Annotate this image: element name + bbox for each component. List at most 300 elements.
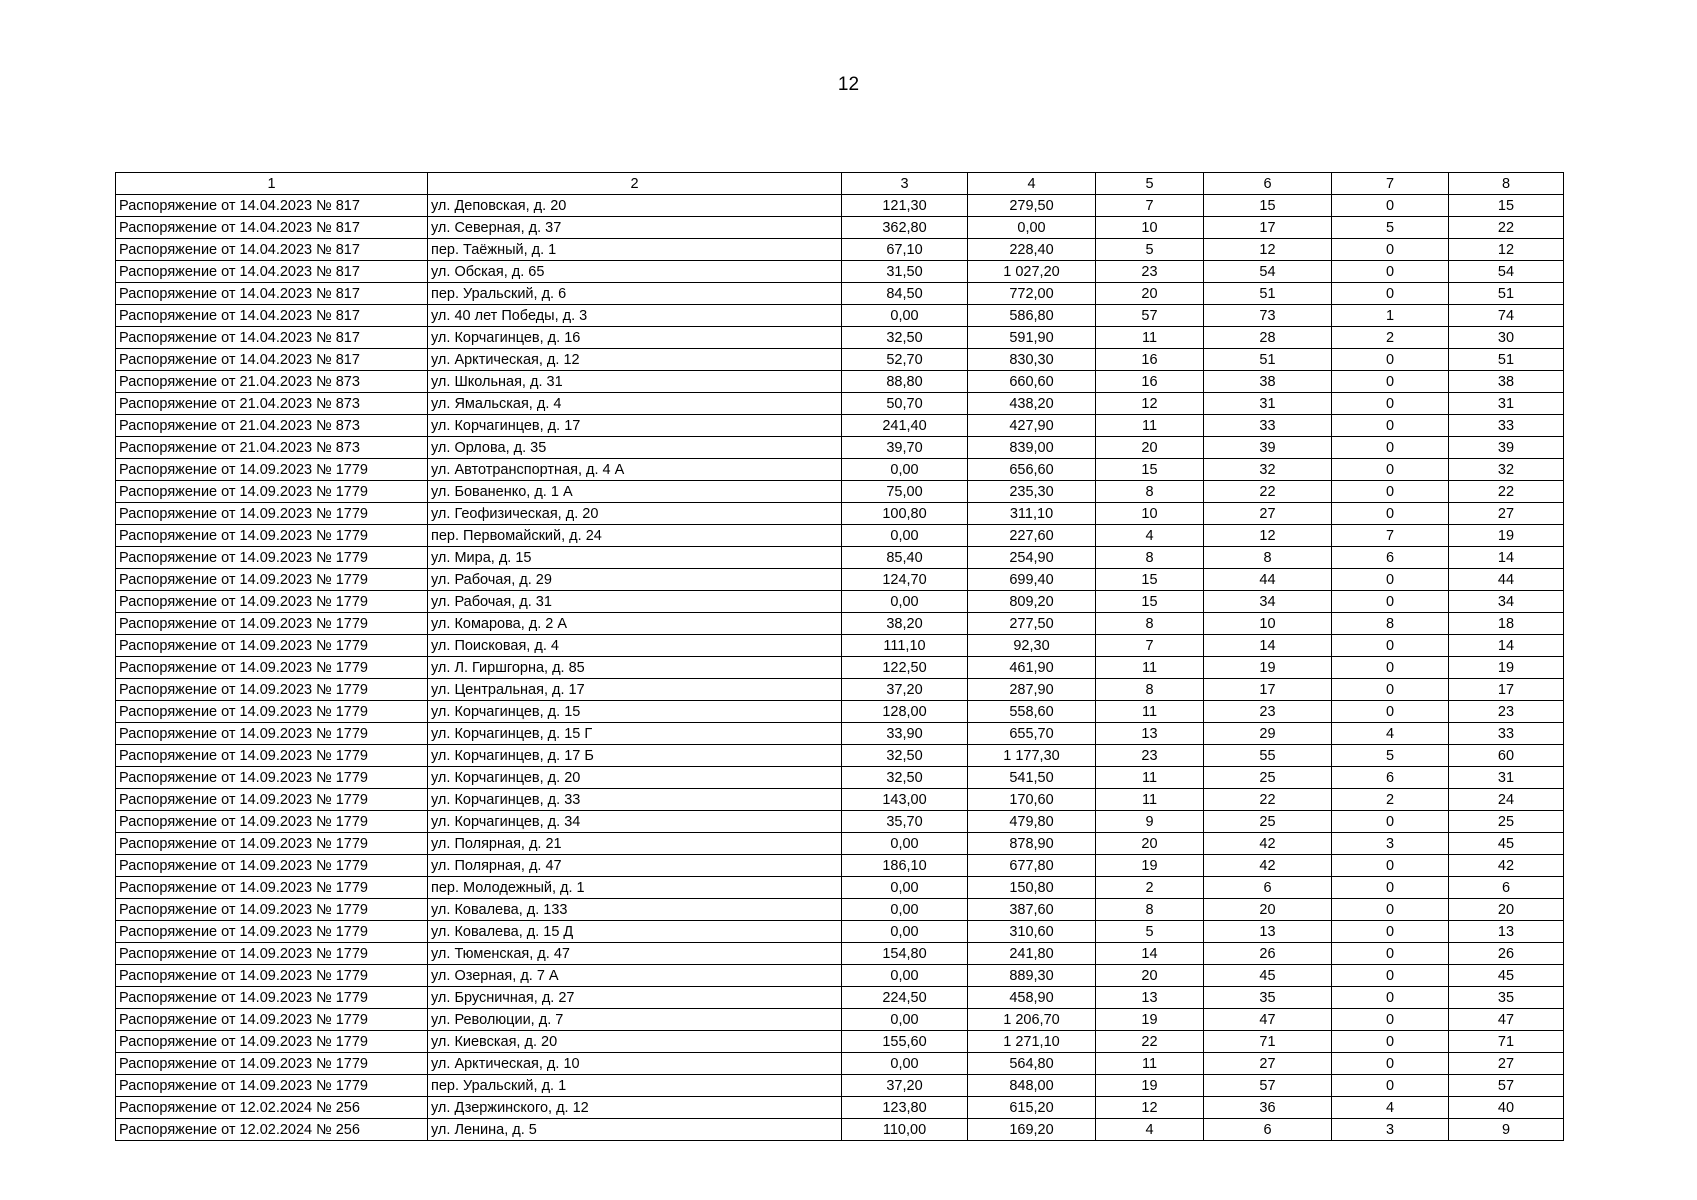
table-cell-col-2: ул. Рабочая, д. 29 — [428, 569, 842, 591]
table-cell-col-1: Распоряжение от 14.09.2023 № 1779 — [116, 1009, 428, 1031]
table-cell-col-8: 47 — [1449, 1009, 1564, 1031]
table-cell-col-1: Распоряжение от 21.04.2023 № 873 — [116, 393, 428, 415]
table-row — [116, 503, 1564, 525]
table-cell-col-6: 12 — [1204, 525, 1332, 547]
table-cell-col-7: 0 — [1332, 1009, 1449, 1031]
table-cell-col-3: 37,20 — [842, 679, 968, 701]
table-cell-col-5: 10 — [1096, 503, 1204, 525]
table-row — [116, 415, 1564, 437]
table-cell-col-1: Распоряжение от 21.04.2023 № 873 — [116, 415, 428, 437]
table-cell-col-1: Распоряжение от 14.09.2023 № 1779 — [116, 569, 428, 591]
table-cell-col-1: Распоряжение от 14.09.2023 № 1779 — [116, 745, 428, 767]
table-cell-col-4: 1 177,30 — [968, 745, 1096, 767]
table-cell-col-6: 33 — [1204, 415, 1332, 437]
table-cell-col-2: ул. Корчагинцев, д. 34 — [428, 811, 842, 833]
table-cell-col-2: ул. Комарова, д. 2 А — [428, 613, 842, 635]
table-row — [116, 987, 1564, 1009]
table-cell-col-1: Распоряжение от 14.09.2023 № 1779 — [116, 591, 428, 613]
table-cell-col-3: 35,70 — [842, 811, 968, 833]
table-cell-col-7: 0 — [1332, 481, 1449, 503]
table-cell-col-7: 0 — [1332, 349, 1449, 371]
table-cell-col-4: 287,90 — [968, 679, 1096, 701]
table-cell-col-5: 20 — [1096, 283, 1204, 305]
table-cell-col-2: ул. Киевская, д. 20 — [428, 1031, 842, 1053]
table-cell-col-2: ул. Арктическая, д. 12 — [428, 349, 842, 371]
table-cell-col-2: ул. Полярная, д. 47 — [428, 855, 842, 877]
table-cell-col-3: 32,50 — [842, 767, 968, 789]
table-cell-col-3: 128,00 — [842, 701, 968, 723]
table-row — [116, 327, 1564, 349]
table-cell-col-2: ул. Геофизическая, д. 20 — [428, 503, 842, 525]
table-cell-col-7: 0 — [1332, 569, 1449, 591]
table-cell-col-7: 0 — [1332, 657, 1449, 679]
table-cell-col-2: ул. Корчагинцев, д. 33 — [428, 789, 842, 811]
table-row — [116, 261, 1564, 283]
table-cell-col-7: 1 — [1332, 305, 1449, 327]
table-cell-col-5: 16 — [1096, 349, 1204, 371]
table-cell-col-6: 29 — [1204, 723, 1332, 745]
table-cell-col-6: 38 — [1204, 371, 1332, 393]
table-cell-col-4: 656,60 — [968, 459, 1096, 481]
table-row — [116, 569, 1564, 591]
table-cell-col-7: 0 — [1332, 943, 1449, 965]
table-row — [116, 679, 1564, 701]
table-cell-col-6: 25 — [1204, 811, 1332, 833]
table-cell-col-4: 615,20 — [968, 1097, 1096, 1119]
table-cell-col-4: 227,60 — [968, 525, 1096, 547]
table-cell-col-7: 0 — [1332, 877, 1449, 899]
table-row — [116, 437, 1564, 459]
table-cell-col-8: 32 — [1449, 459, 1564, 481]
table-cell-col-7: 0 — [1332, 591, 1449, 613]
table-cell-col-7: 0 — [1332, 415, 1449, 437]
table-cell-col-6: 6 — [1204, 877, 1332, 899]
table-cell-col-4: 311,10 — [968, 503, 1096, 525]
table-cell-col-8: 17 — [1449, 679, 1564, 701]
table-cell-col-7: 0 — [1332, 393, 1449, 415]
table-cell-col-6: 51 — [1204, 349, 1332, 371]
table-cell-col-5: 11 — [1096, 657, 1204, 679]
table-cell-col-1: Распоряжение от 14.09.2023 № 1779 — [116, 679, 428, 701]
table-cell-col-3: 50,70 — [842, 393, 968, 415]
table-cell-col-7: 0 — [1332, 855, 1449, 877]
table-cell-col-7: 0 — [1332, 261, 1449, 283]
column-header-4: 4 — [968, 173, 1096, 195]
table-cell-col-3: 362,80 — [842, 217, 968, 239]
table-cell-col-8: 57 — [1449, 1075, 1564, 1097]
table-cell-col-7: 3 — [1332, 833, 1449, 855]
table-cell-col-3: 85,40 — [842, 547, 968, 569]
table-cell-col-6: 42 — [1204, 855, 1332, 877]
table-cell-col-5: 8 — [1096, 481, 1204, 503]
table-row — [116, 745, 1564, 767]
page-number: 12 — [837, 74, 860, 95]
table-cell-col-6: 6 — [1204, 1119, 1332, 1141]
table-cell-col-1: Распоряжение от 14.04.2023 № 817 — [116, 217, 428, 239]
table-cell-col-5: 16 — [1096, 371, 1204, 393]
table-cell-col-5: 14 — [1096, 943, 1204, 965]
table-cell-col-1: Распоряжение от 14.04.2023 № 817 — [116, 327, 428, 349]
table-cell-col-7: 7 — [1332, 525, 1449, 547]
header-row — [116, 173, 1564, 195]
table-cell-col-8: 39 — [1449, 437, 1564, 459]
table-cell-col-4: 228,40 — [968, 239, 1096, 261]
table-cell-col-3: 0,00 — [842, 877, 968, 899]
table-cell-col-4: 1 206,70 — [968, 1009, 1096, 1031]
table-cell-col-6: 36 — [1204, 1097, 1332, 1119]
column-header-8: 8 — [1449, 173, 1564, 195]
table-cell-col-7: 0 — [1332, 899, 1449, 921]
table-cell-col-8: 54 — [1449, 261, 1564, 283]
table-cell-col-3: 111,10 — [842, 635, 968, 657]
table-cell-col-2: пер. Таёжный, д. 1 — [428, 239, 842, 261]
table-cell-col-4: 660,60 — [968, 371, 1096, 393]
table-cell-col-5: 11 — [1096, 415, 1204, 437]
table-cell-col-5: 11 — [1096, 327, 1204, 349]
table-row — [116, 965, 1564, 987]
table-row — [116, 1097, 1564, 1119]
table-row — [116, 855, 1564, 877]
table-cell-col-5: 19 — [1096, 855, 1204, 877]
table-cell-col-4: 310,60 — [968, 921, 1096, 943]
table-cell-col-7: 0 — [1332, 283, 1449, 305]
table-cell-col-3: 0,00 — [842, 965, 968, 987]
table-cell-col-6: 31 — [1204, 393, 1332, 415]
table-cell-col-6: 51 — [1204, 283, 1332, 305]
table-cell-col-1: Распоряжение от 14.09.2023 № 1779 — [116, 613, 428, 635]
table-cell-col-8: 30 — [1449, 327, 1564, 349]
table-cell-col-1: Распоряжение от 14.09.2023 № 1779 — [116, 1053, 428, 1075]
table-row — [116, 239, 1564, 261]
table-cell-col-3: 38,20 — [842, 613, 968, 635]
table-cell-col-6: 20 — [1204, 899, 1332, 921]
table-row — [116, 1119, 1564, 1141]
table-cell-col-8: 40 — [1449, 1097, 1564, 1119]
table-cell-col-5: 8 — [1096, 899, 1204, 921]
table-cell-col-4: 848,00 — [968, 1075, 1096, 1097]
table-cell-col-8: 27 — [1449, 503, 1564, 525]
table-cell-col-3: 143,00 — [842, 789, 968, 811]
table-cell-col-4: 438,20 — [968, 393, 1096, 415]
table-cell-col-5: 23 — [1096, 261, 1204, 283]
table-cell-col-7: 4 — [1332, 1097, 1449, 1119]
table-cell-col-2: ул. Обская, д. 65 — [428, 261, 842, 283]
table-cell-col-1: Распоряжение от 14.09.2023 № 1779 — [116, 503, 428, 525]
table-cell-col-3: 37,20 — [842, 1075, 968, 1097]
table-cell-col-7: 0 — [1332, 1075, 1449, 1097]
table-cell-col-8: 19 — [1449, 525, 1564, 547]
table-cell-col-2: ул. Деповская, д. 20 — [428, 195, 842, 217]
table-row — [116, 921, 1564, 943]
table-row — [116, 811, 1564, 833]
table-cell-col-4: 699,40 — [968, 569, 1096, 591]
table-cell-col-5: 9 — [1096, 811, 1204, 833]
table-cell-col-1: Распоряжение от 12.02.2024 № 256 — [116, 1119, 428, 1141]
table-cell-col-2: ул. Северная, д. 37 — [428, 217, 842, 239]
table-cell-col-2: ул. Корчагинцев, д. 16 — [428, 327, 842, 349]
table-cell-col-4: 92,30 — [968, 635, 1096, 657]
table-cell-col-1: Распоряжение от 14.09.2023 № 1779 — [116, 987, 428, 1009]
table-cell-col-8: 6 — [1449, 877, 1564, 899]
table-cell-col-3: 122,50 — [842, 657, 968, 679]
table-cell-col-5: 12 — [1096, 393, 1204, 415]
table-cell-col-2: ул. Корчагинцев, д. 15 — [428, 701, 842, 723]
table-cell-col-8: 35 — [1449, 987, 1564, 1009]
table-cell-col-4: 558,60 — [968, 701, 1096, 723]
table-cell-col-3: 100,80 — [842, 503, 968, 525]
table-cell-col-2: пер. Первомайский, д. 24 — [428, 525, 842, 547]
table-cell-col-4: 564,80 — [968, 1053, 1096, 1075]
table-cell-col-5: 19 — [1096, 1009, 1204, 1031]
table-cell-col-8: 25 — [1449, 811, 1564, 833]
table-cell-col-6: 34 — [1204, 591, 1332, 613]
table-cell-col-4: 427,90 — [968, 415, 1096, 437]
table-cell-col-5: 12 — [1096, 1097, 1204, 1119]
table-cell-col-2: ул. Арктическая, д. 10 — [428, 1053, 842, 1075]
table-cell-col-8: 33 — [1449, 415, 1564, 437]
table-cell-col-3: 224,50 — [842, 987, 968, 1009]
table-cell-col-2: ул. Корчагинцев, д. 17 — [428, 415, 842, 437]
table-cell-col-6: 71 — [1204, 1031, 1332, 1053]
table-cell-col-8: 51 — [1449, 349, 1564, 371]
table-cell-col-1: Распоряжение от 14.09.2023 № 1779 — [116, 767, 428, 789]
table-cell-col-2: ул. Революции, д. 7 — [428, 1009, 842, 1031]
table-cell-col-7: 0 — [1332, 635, 1449, 657]
table-cell-col-7: 0 — [1332, 1053, 1449, 1075]
table-cell-col-1: Распоряжение от 14.09.2023 № 1779 — [116, 833, 428, 855]
table-cell-col-2: ул. Полярная, д. 21 — [428, 833, 842, 855]
table-cell-col-7: 2 — [1332, 327, 1449, 349]
table-cell-col-3: 0,00 — [842, 899, 968, 921]
table-cell-col-8: 51 — [1449, 283, 1564, 305]
table-cell-col-3: 0,00 — [842, 459, 968, 481]
table-cell-col-2: ул. Корчагинцев, д. 20 — [428, 767, 842, 789]
table-cell-col-6: 44 — [1204, 569, 1332, 591]
table-cell-col-7: 0 — [1332, 679, 1449, 701]
table-row — [116, 899, 1564, 921]
table-cell-col-1: Распоряжение от 14.09.2023 № 1779 — [116, 657, 428, 679]
table-body — [116, 195, 1564, 1141]
table-cell-col-2: ул. Брусничная, д. 27 — [428, 987, 842, 1009]
table-cell-col-2: ул. Автотранспортная, д. 4 А — [428, 459, 842, 481]
table-cell-col-2: ул. Тюменская, д. 47 — [428, 943, 842, 965]
column-header-6: 6 — [1204, 173, 1332, 195]
table-cell-col-4: 809,20 — [968, 591, 1096, 613]
table-cell-col-4: 839,00 — [968, 437, 1096, 459]
table-cell-col-1: Распоряжение от 14.09.2023 № 1779 — [116, 481, 428, 503]
table-cell-col-4: 1 271,10 — [968, 1031, 1096, 1053]
table-cell-col-5: 5 — [1096, 921, 1204, 943]
table-cell-col-4: 591,90 — [968, 327, 1096, 349]
table-row — [116, 283, 1564, 305]
table-cell-col-3: 123,80 — [842, 1097, 968, 1119]
table-cell-col-8: 31 — [1449, 393, 1564, 415]
table-cell-col-3: 39,70 — [842, 437, 968, 459]
table-cell-col-1: Распоряжение от 14.09.2023 № 1779 — [116, 811, 428, 833]
table-cell-col-2: ул. Корчагинцев, д. 17 Б — [428, 745, 842, 767]
table-cell-col-2: ул. Ковалева, д. 133 — [428, 899, 842, 921]
table-cell-col-4: 677,80 — [968, 855, 1096, 877]
table-cell-col-3: 124,70 — [842, 569, 968, 591]
table-cell-col-3: 154,80 — [842, 943, 968, 965]
table-cell-col-7: 3 — [1332, 1119, 1449, 1141]
table-cell-col-6: 28 — [1204, 327, 1332, 349]
table-cell-col-6: 12 — [1204, 239, 1332, 261]
table-cell-col-4: 461,90 — [968, 657, 1096, 679]
table-row — [116, 393, 1564, 415]
table-row — [116, 635, 1564, 657]
table-row — [116, 305, 1564, 327]
table-cell-col-1: Распоряжение от 14.09.2023 № 1779 — [116, 723, 428, 745]
table-cell-col-8: 15 — [1449, 195, 1564, 217]
table-cell-col-1: Распоряжение от 14.04.2023 № 817 — [116, 261, 428, 283]
table-cell-col-7: 2 — [1332, 789, 1449, 811]
table-cell-col-2: ул. Мира, д. 15 — [428, 547, 842, 569]
table-cell-col-2: пер. Уральский, д. 6 — [428, 283, 842, 305]
table-cell-col-6: 17 — [1204, 679, 1332, 701]
table-cell-col-5: 11 — [1096, 789, 1204, 811]
table-cell-col-8: 18 — [1449, 613, 1564, 635]
table-cell-col-1: Распоряжение от 14.04.2023 № 817 — [116, 239, 428, 261]
table-cell-col-1: Распоряжение от 14.09.2023 № 1779 — [116, 789, 428, 811]
table-cell-col-8: 74 — [1449, 305, 1564, 327]
table-cell-col-3: 32,50 — [842, 745, 968, 767]
table-cell-col-8: 20 — [1449, 899, 1564, 921]
table-cell-col-8: 38 — [1449, 371, 1564, 393]
table-cell-col-6: 32 — [1204, 459, 1332, 481]
table-cell-col-4: 0,00 — [968, 217, 1096, 239]
table-cell-col-6: 54 — [1204, 261, 1332, 283]
table-cell-col-4: 277,50 — [968, 613, 1096, 635]
table-cell-col-7: 0 — [1332, 811, 1449, 833]
table-cell-col-7: 0 — [1332, 195, 1449, 217]
table-cell-col-5: 19 — [1096, 1075, 1204, 1097]
table-cell-col-2: ул. Рабочая, д. 31 — [428, 591, 842, 613]
data-table — [115, 172, 1564, 1141]
table-cell-col-1: Распоряжение от 21.04.2023 № 873 — [116, 437, 428, 459]
table-cell-col-6: 57 — [1204, 1075, 1332, 1097]
table-cell-col-8: 9 — [1449, 1119, 1564, 1141]
table-cell-col-8: 42 — [1449, 855, 1564, 877]
table-row — [116, 195, 1564, 217]
table-cell-col-4: 241,80 — [968, 943, 1096, 965]
table-cell-col-5: 4 — [1096, 525, 1204, 547]
table-cell-col-1: Распоряжение от 14.04.2023 № 817 — [116, 349, 428, 371]
table-cell-col-5: 2 — [1096, 877, 1204, 899]
table-cell-col-4: 586,80 — [968, 305, 1096, 327]
table-cell-col-8: 14 — [1449, 635, 1564, 657]
table-cell-col-8: 34 — [1449, 591, 1564, 613]
table-cell-col-1: Распоряжение от 14.09.2023 № 1779 — [116, 1031, 428, 1053]
table-cell-col-7: 5 — [1332, 745, 1449, 767]
table-cell-col-7: 0 — [1332, 701, 1449, 723]
table-row — [116, 943, 1564, 965]
table-cell-col-4: 889,30 — [968, 965, 1096, 987]
table-cell-col-4: 387,60 — [968, 899, 1096, 921]
table-cell-col-3: 0,00 — [842, 525, 968, 547]
table-cell-col-1: Распоряжение от 14.09.2023 № 1779 — [116, 1075, 428, 1097]
table-row — [116, 833, 1564, 855]
table-cell-col-7: 6 — [1332, 767, 1449, 789]
table-cell-col-7: 0 — [1332, 371, 1449, 393]
table-cell-col-5: 8 — [1096, 679, 1204, 701]
table-row — [116, 723, 1564, 745]
table-cell-col-3: 84,50 — [842, 283, 968, 305]
table-row — [116, 1009, 1564, 1031]
table-cell-col-4: 479,80 — [968, 811, 1096, 833]
table-cell-col-5: 57 — [1096, 305, 1204, 327]
column-header-3: 3 — [842, 173, 968, 195]
table-cell-col-5: 13 — [1096, 987, 1204, 1009]
table-cell-col-1: Распоряжение от 14.09.2023 № 1779 — [116, 547, 428, 569]
table-row — [116, 701, 1564, 723]
table-cell-col-5: 13 — [1096, 723, 1204, 745]
table-cell-col-4: 170,60 — [968, 789, 1096, 811]
table-cell-col-6: 17 — [1204, 217, 1332, 239]
table-cell-col-5: 15 — [1096, 569, 1204, 591]
table-row — [116, 481, 1564, 503]
table-cell-col-6: 35 — [1204, 987, 1332, 1009]
table-cell-col-3: 0,00 — [842, 921, 968, 943]
table-row — [116, 525, 1564, 547]
table-cell-col-4: 830,30 — [968, 349, 1096, 371]
table-cell-col-1: Распоряжение от 14.09.2023 № 1779 — [116, 459, 428, 481]
table-cell-col-8: 22 — [1449, 481, 1564, 503]
table-cell-col-8: 27 — [1449, 1053, 1564, 1075]
table-cell-col-3: 31,50 — [842, 261, 968, 283]
table-cell-col-1: Распоряжение от 12.02.2024 № 256 — [116, 1097, 428, 1119]
table-cell-col-5: 20 — [1096, 965, 1204, 987]
table-cell-col-2: ул. Центральная, д. 17 — [428, 679, 842, 701]
table-cell-col-6: 26 — [1204, 943, 1332, 965]
table-cell-col-7: 0 — [1332, 921, 1449, 943]
table-cell-col-2: ул. Школьная, д. 31 — [428, 371, 842, 393]
table-row — [116, 789, 1564, 811]
table-cell-col-1: Распоряжение от 14.09.2023 № 1779 — [116, 635, 428, 657]
table-row — [116, 1053, 1564, 1075]
table-cell-col-8: 60 — [1449, 745, 1564, 767]
table-cell-col-7: 0 — [1332, 987, 1449, 1009]
table-cell-col-2: ул. Л. Гиршгорна, д. 85 — [428, 657, 842, 679]
table-cell-col-2: ул. 40 лет Победы, д. 3 — [428, 305, 842, 327]
table-cell-col-1: Распоряжение от 14.09.2023 № 1779 — [116, 943, 428, 965]
table-cell-col-3: 75,00 — [842, 481, 968, 503]
table-cell-col-7: 0 — [1332, 965, 1449, 987]
table-cell-col-8: 12 — [1449, 239, 1564, 261]
table-cell-col-2: пер. Молодежный, д. 1 — [428, 877, 842, 899]
table-cell-col-4: 655,70 — [968, 723, 1096, 745]
table-cell-col-7: 0 — [1332, 437, 1449, 459]
table-cell-col-5: 5 — [1096, 239, 1204, 261]
table-cell-col-6: 23 — [1204, 701, 1332, 723]
table-cell-col-4: 1 027,20 — [968, 261, 1096, 283]
table-cell-col-6: 22 — [1204, 789, 1332, 811]
table-cell-col-5: 20 — [1096, 833, 1204, 855]
table-cell-col-8: 14 — [1449, 547, 1564, 569]
table-cell-col-6: 14 — [1204, 635, 1332, 657]
table-cell-col-3: 0,00 — [842, 1009, 968, 1031]
table-cell-col-5: 8 — [1096, 613, 1204, 635]
table-cell-col-5: 23 — [1096, 745, 1204, 767]
table-cell-col-7: 6 — [1332, 547, 1449, 569]
table-cell-col-6: 45 — [1204, 965, 1332, 987]
table-cell-col-5: 15 — [1096, 591, 1204, 613]
table-row — [116, 613, 1564, 635]
table-cell-col-1: Распоряжение от 14.09.2023 № 1779 — [116, 855, 428, 877]
table-cell-col-3: 110,00 — [842, 1119, 968, 1141]
table-cell-col-1: Распоряжение от 14.09.2023 № 1779 — [116, 899, 428, 921]
table-cell-col-8: 45 — [1449, 965, 1564, 987]
